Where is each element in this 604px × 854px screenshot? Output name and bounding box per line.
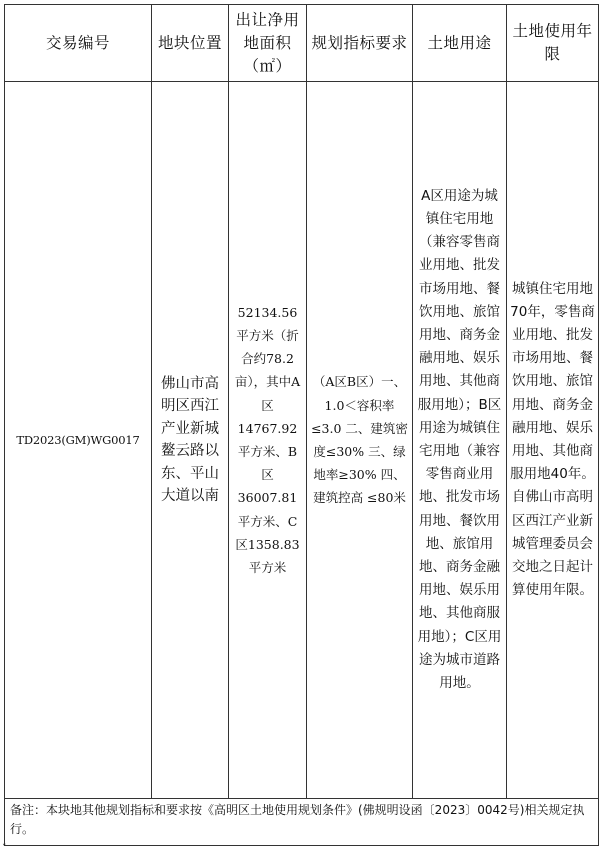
planning-requirements-cell: （A区B区）一、1.0＜容积率≤3.0 二、建筑密度≤30% 三、绿地率≥30% 四、建筑控高 ≤80米 xyxy=(307,82,413,799)
header-row xyxy=(5,5,599,82)
land-use-cell: A区用途为城镇住宅用地（兼容零售商业用地、批发市场用地、餐饮用地、旅馆用地、商务金融用地、娱乐用地、其他商服用地）；B区用途为城镇住宅用地（兼容零售商业用地、批发市场用地、餐饮用地、旅馆用地、商务金融用地、娱乐用地、其他商服用地）；C区用途为城市道路用地。 xyxy=(413,82,507,799)
table-row xyxy=(5,82,599,799)
plot-location-cell: 佛山市高明区西江产业新城鳌云路以东、平山大道以南 xyxy=(152,82,229,799)
header-plot-location: 地块位置 xyxy=(152,5,229,82)
transaction-code-cell: TD2023(GM)WG0017 xyxy=(5,82,152,799)
header-land-use: 土地用途 xyxy=(413,5,507,82)
land-use-term-cell: 城镇住宅用地70年，零售商业用地、批发市场用地、餐饮用地、旅馆用地、商务金融用地、娱乐用地、其他商服用地40年。自佛山市高明区西江产业新城管理委员会交地之日起计算使用年限。 xyxy=(507,82,599,799)
header-land-use-term: 土地使用年限 xyxy=(507,5,599,82)
land-transaction-table xyxy=(4,4,599,846)
header-transaction-code: 交易编号 xyxy=(5,5,152,82)
net-land-area-cell: 52134.56平方米（折合约78.2亩），其中A区14767.92平方米、B区36007.81平方米、C区1358.83平方米 xyxy=(229,82,307,799)
note-row xyxy=(5,799,599,846)
header-planning-requirements: 规划指标要求 xyxy=(307,5,413,82)
stray-mark: ˇ xyxy=(2,844,7,854)
table-note: 备注：本块地其他规划指标和要求按《高明区土地使用规划条件》(佛规明设函〔2023〕0042号)相关规定执行。 xyxy=(5,799,599,846)
header-net-land-area: 出让净用地面积（㎡） xyxy=(229,5,307,82)
